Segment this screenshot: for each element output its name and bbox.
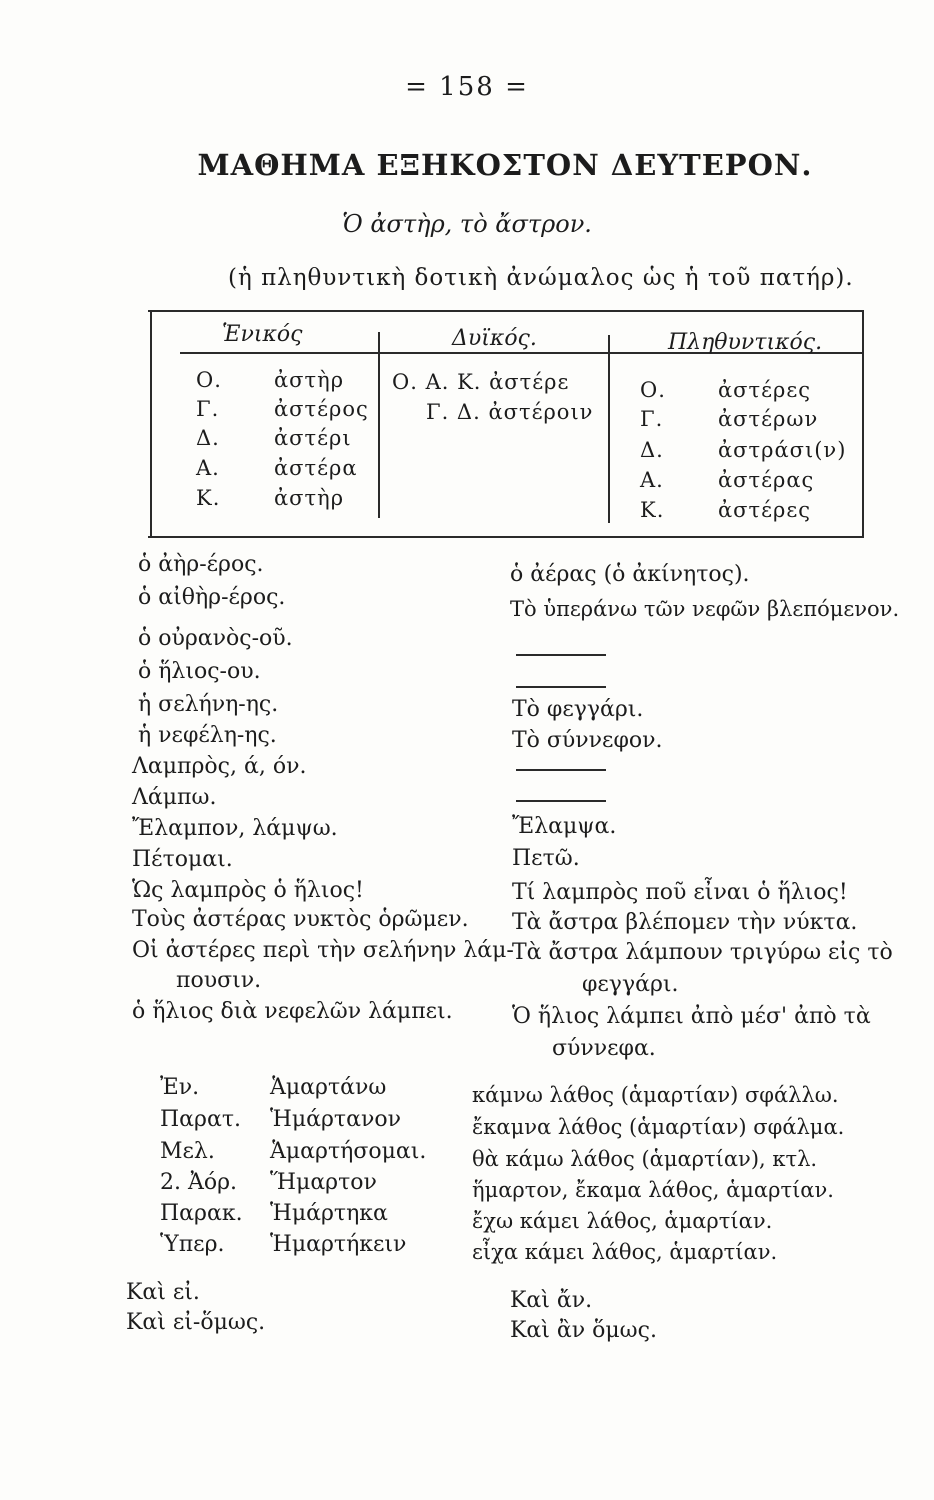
vocab-line: ἡ νεφέλη-ης. xyxy=(138,723,277,748)
vocab-line: Τί λαμπρὸς ποῦ εἶναι ὁ ἥλιος! xyxy=(512,880,848,905)
singular-form: ἀστὴρ xyxy=(274,368,345,392)
vocab-line: ὁ ἥλιος-ου. xyxy=(138,659,261,684)
blank-dash xyxy=(516,654,606,656)
vocab-line: ὁ ἀέρας (ὁ ἀκίνητος). xyxy=(510,562,750,587)
vocab-line: ὁ ἀὴρ-έρος. xyxy=(138,552,264,577)
header-singular: Ἑνικός xyxy=(222,322,303,347)
verb-meaning: κάμνω λάθος (ἁμαρτίαν) σφάλλω. xyxy=(472,1083,839,1107)
verb-meaning: θὰ κάμω λάθος (ἁμαρτίαν), κτλ. xyxy=(472,1147,818,1171)
singular-case: Κ. xyxy=(196,486,221,510)
vocab-line: Λαμπρὸς, ά, όν. xyxy=(132,754,307,779)
vocab-line: Τὰ ἄστρα βλέπομεν τὴν νύκτα. xyxy=(512,910,858,935)
vocab-line: Ἔλαμπον, λάμψω. xyxy=(132,816,338,841)
plural-form: ἀστέρες xyxy=(718,378,811,402)
vocab-line: Πετῶ. xyxy=(512,846,580,871)
verb-form: Ἡμάρτηκα xyxy=(270,1201,388,1226)
vocab-line: σύννεφα. xyxy=(552,1036,656,1061)
vocab-line: Ὁ ἥλιος λάμπει ἀπὸ μέσ' ἀπὸ τὰ xyxy=(512,1004,871,1029)
vocab-line: Οἱ ἀστέρες περὶ τὴν σελήνην λάμ- xyxy=(132,938,514,963)
verb-label: Ὑπερ. xyxy=(160,1232,225,1257)
table-top-rule xyxy=(148,310,864,312)
plural-form: ἀστράσι(ν) xyxy=(718,438,847,462)
page-number: = 158 = xyxy=(405,72,529,102)
plural-case: Κ. xyxy=(640,498,665,522)
verb-label: Ἐν. xyxy=(160,1075,200,1100)
header-plural: Πληθυντικός. xyxy=(668,330,823,355)
verb-label: Παρατ. xyxy=(160,1107,241,1132)
plural-case: Γ. xyxy=(640,407,664,431)
conj-left: Καὶ εἰ-ὅμως. xyxy=(126,1310,266,1335)
verb-meaning: ἥμαρτον, ἔκαμα λάθος, ἁμαρτίαν. xyxy=(472,1178,834,1202)
table-bottom-rule xyxy=(148,536,864,538)
dual-form: Ο. Α. Κ. ἀστέρε xyxy=(392,370,570,394)
conj-right: Καὶ ἂν ὅμως. xyxy=(510,1318,657,1343)
verb-label: Παρακ. xyxy=(160,1201,243,1226)
verb-form: Ἁμαρτάνω xyxy=(270,1075,387,1100)
vocab-line: Τὰ ἄστρα λάμπουν τριγύρω εἰς τὸ xyxy=(512,940,893,965)
verb-form: Ἡμάρτανον xyxy=(270,1107,401,1132)
plural-case: Ο. xyxy=(640,378,666,402)
plural-form: ἀστέρων xyxy=(718,407,819,431)
vocab-line: ὁ οὐρανὸς-οῦ. xyxy=(138,626,293,651)
table-right-rule xyxy=(862,312,864,536)
table-divider-1 xyxy=(378,332,380,518)
vocab-line: πουσιν. xyxy=(176,968,262,993)
plural-case: Α. xyxy=(640,468,664,492)
vocab-line: Πέτομαι. xyxy=(132,847,233,872)
verb-label: Μελ. xyxy=(160,1139,215,1164)
singular-form: ἀστέρα xyxy=(274,456,358,480)
blank-dash xyxy=(516,800,606,802)
conj-right: Καὶ ἄν. xyxy=(510,1288,593,1313)
vocab-line: Τὸ ὑπεράνω τῶν νεφῶν βλεπόμενον. xyxy=(510,597,900,621)
verb-form: Ἥμαρτον xyxy=(270,1170,377,1195)
verb-meaning: ἔχω κάμει λάθος, ἁμαρτίαν. xyxy=(472,1209,773,1233)
vocab-line: Τὸ σύννεφον. xyxy=(512,728,663,753)
vocab-line: Ἔλαμψα. xyxy=(512,814,617,839)
singular-case: Δ. xyxy=(196,426,220,450)
verb-form: Ἡμαρτήκειν xyxy=(270,1232,407,1257)
vocab-line: Τὸ φεγγάρι. xyxy=(512,697,644,722)
plural-form: ἀστέρας xyxy=(718,468,815,492)
verb-label: 2. Ἀόρ. xyxy=(160,1170,238,1195)
plural-case: Δ. xyxy=(640,438,664,462)
table-divider-2 xyxy=(608,335,610,523)
vocab-line: ἡ σελήνη-ης. xyxy=(138,692,279,717)
header-dual: Δυϊκός. xyxy=(452,326,537,351)
dual-form: Γ. Δ. ἀστέροιν xyxy=(426,400,594,424)
singular-form: ἀστὴρ xyxy=(274,486,345,510)
plural-form: ἀστέρες xyxy=(718,498,811,522)
lesson-subtitle: Ὁ ἀστὴρ, τὸ ἄστρον. xyxy=(342,210,592,238)
vocab-line: Λάμπω. xyxy=(132,785,217,810)
table-left-rule xyxy=(150,312,152,536)
vocab-line: φεγγάρι. xyxy=(582,972,679,997)
vocab-line: Ὡς λαμπρὸς ὁ ἥλιος! xyxy=(132,878,364,903)
lesson-note: (ἡ πληθυντικὴ δοτικὴ ἀνώμαλος ὡς ἡ τοῦ πατήρ). xyxy=(228,265,854,291)
verb-form: Ἁμαρτήσομαι. xyxy=(270,1139,427,1164)
singular-form: ἀστέρι xyxy=(274,426,352,450)
verb-meaning: εἶχα κάμει λάθος, ἁμαρτίαν. xyxy=(472,1240,778,1264)
blank-dash xyxy=(516,686,606,688)
singular-form: ἀστέρος xyxy=(274,397,369,421)
conj-left: Καὶ εἰ. xyxy=(126,1280,200,1305)
verb-meaning: ἔκαμνα λάθος (ἁμαρτίαν) σφάλμα. xyxy=(472,1115,845,1139)
singular-case: Α. xyxy=(196,456,220,480)
singular-case: Γ. xyxy=(196,397,220,421)
vocab-line: ὁ ἥλιος διὰ νεφελῶν λάμπει. xyxy=(132,999,453,1024)
blank-dash xyxy=(516,769,606,771)
lesson-title: ΜΑΘΗΜΑ ΕΞΗΚΟΣΤΟΝ ΔΕΥΤΕΡΟΝ. xyxy=(197,148,813,182)
vocab-line: ὁ αἰθὴρ-έρος. xyxy=(138,585,286,610)
vocab-line: Τοὺς ἀστέρας νυκτὸς ὁρῶμεν. xyxy=(132,907,469,932)
singular-case: Ο. xyxy=(196,368,222,392)
